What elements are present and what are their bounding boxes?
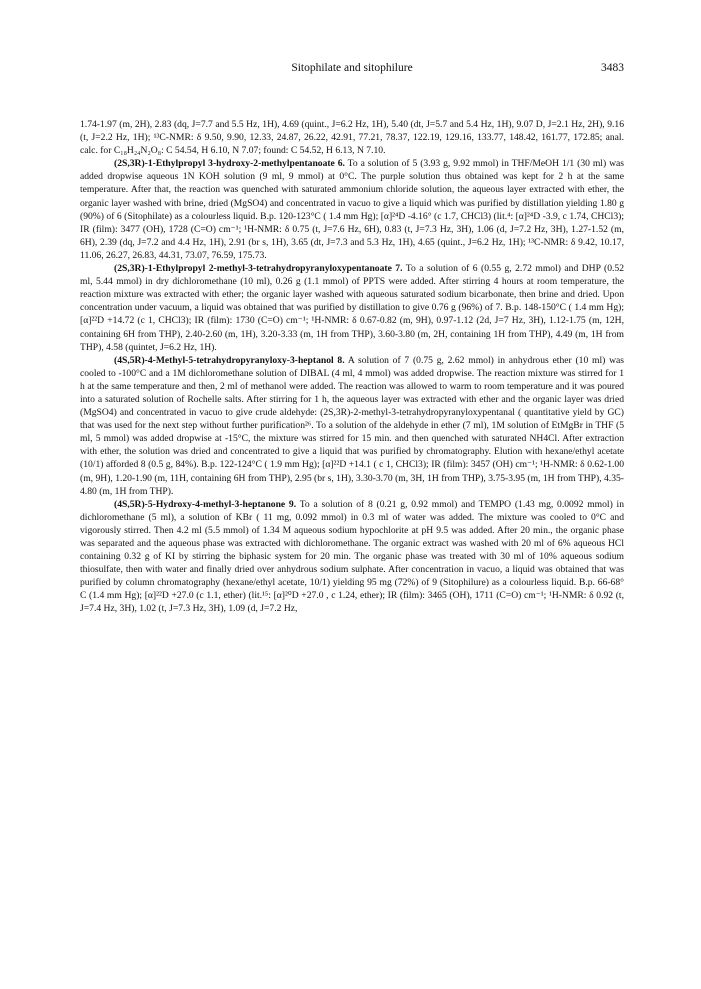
paragraph-text: To a solution of 8 (0.21 g, 0.92 mmol) and TEMPO (1.43 mg, 0.0092 mmol) in dichloromethane (5 ml), a solution of KBr ( 11 mg, 0.092 mmol) in 0.3 ml of water was added. The mixture was cooled to 0°C and vigorously stirred. Then 4.2 ml (5.5 mmol) of 1.34 M aqueous sodium hypochlorite at pH 9.5 was added. After 20 min., the organic phase was separated and the aqueous phase was extracted with dichloromethane. The organic extract was washed with 20 ml of 6% aqueous HCl containing 0.32 g of KI by stirring the biphasic system for 20 min. The organic phase was treated with 30 ml of 10% aqueous sodium thiosulfate, then with water and finally dried over anhydrous sodium sulphate. After concentration in vacuo, a liquid was obtained that was purified by column chromatography (hexane/ethyl acetate, 10/1) yielding 95 mg (72%) of 9 (Sitophilure) as a colourless liquid. B.p. 66-68° C (1.4 mm Hg); [α]²²D +27.0 (c 1.1, ether) (lit.¹⁵: [α]²⁰D +27.0 , c 1.24, ether); IR (film): 3465 (OH), 1711 (C=O) cm⁻¹; ¹H-NMR: δ 0.92 (t, J=7.4 Hz, 3H), 1.02 (t, J=7.3 Hz, 3H), 1.09 (d, J=7.2 Hz, [80,498,625,615]
procedure-compound-8 [80,354,624,498]
compound-heading: (2S,3R)-1-Ethylpropyl 3-hydroxy-2-methylpentanoate 6. [114,158,345,170]
paragraph-continuation [80,118,624,157]
compound-heading: (2S,3R)-1-Ethylpropyl 2-methyl-3-tetrahydropyranyloxypentanoate 7. [114,263,403,275]
compound-heading: (4S,5R)-4-Methyl-5-tetrahydropyranyloxy-3-heptanol 8. [114,354,345,366]
paragraph-text: To a solution of 6 (0.55 g, 2.72 mmol) and DHP (0.52 ml, 5.44 mmol) in dry dichloromethane (10 ml), 0.26 g (1.1 mmol) of PPTS were added. After stirring 4 hours at room temperature, the reaction mixture was extracted with ether; the organic layer washed with aqueous saturated sodium bicarbonate, then brine and dried. Upon concentration under vacuum, a liquid was obtained that was purified by distillation to give 0.76 g (96%) of 7. B.p. 148-150°C ( 1.4 mm Hg); [α]²²D +14.72 (c 1, CHCl3); IR (film): 1730 (C=O) cm⁻¹; ¹H-NMR: δ 0.67-0.82 (m, 9H), 0.97-1.12 (2d, J=7 Hz, 3H), 1.12-1.75 (m, 12H, containing 6H from THP), 2.40-2.60 (m, 1H), 3.20-3.33 (m, 1H from THP), 3.60-3.80 (m, 2H, containing 1H from THP), 4.49 (m, 1H from THP), 4.58 (quintet, J=6.2 Hz, 1H). [80,263,625,353]
procedure-compound-9 [80,498,624,616]
running-header [80,62,624,78]
paragraph-text: A solution of 7 (0.75 g, 2.62 mmol) in anhydrous ether (10 ml) was cooled to -100°C and a 1M dichloromethane solution of DIBAL (4 ml, 4 mmol) was added dropwise. The reaction mixture was stirred for 1 h at the same temperature and then, 2 ml of methanol were added. The reaction was allowed to warm to room temperature and it was poured into a saturated solution of Rochelle salts. After stirring for 1 h, the aqueous layer was extracted with ether and the organic layer was dried (MgSO4) and concentrated in vacuo to give crude aldehyde: (2S,3R)-2-methyl-3-tetrahydropyranyloxypentanal ( quantitative yield by GC) that was used for the next step without further purification²⁶. To a solution of the aldehyde in ether (7 ml), 1M solution of EtMgBr in THF (5 ml, 5 mmol) was added dropwise at -15°C, the mixture was stirred for 15 min. and then quenched with saturated NH4Cl. After extraction with ether, the solution was dried and concentrated to give a liquid that was purified by chromatography. Elution with hexane/ethyl acetate (10/1) afforded 8 (0.5 g, 84%). B.p. 122-124°C ( 1.9 mm Hg); [α]²²D +14.1 ( c 1, CHCl3); IR (film): 3457 (OH) cm⁻¹; ¹H-NMR: δ 0.62-1.00 (m, 9H), 1.20-1.90 (m, 11H, containing 6H from THP), 2.95 (br s, 1H), 3.30-3.70 (m, 3H, 1H from THP), 3.75-3.95 (m, 1H from THP), 4.35-4.80 (m, 1H from THP). [80,354,624,497]
paragraph-text: 1.74-1.97 (m, 2H), 2.83 (dq, J=7.7 and 5.5 Hz, 1H), 4.69 (quint., J=6.2 Hz, 1H), 5.40 (dt, J=5.7 and 5.4 Hz, 1H), 9.07 D, J=2.1 Hz, 2H), 9.16 (t, J=2.2 Hz, 1H); ¹³C-NMR: δ 9.50, 9.90, 12.33, 24.87, 26.22, 42.91, 77.21, 78.37, 122.19, 129.16, 133.77, 148.42, 161.77, 172.85; anal. calc. for C₁₈H₂₄N₂O₈: C 54.54, H 6.10, N 7.07; found: C 54.52, H 6.13, N 7.10. [80,119,624,157]
article-body [80,118,624,616]
compound-heading: (4S,5R)-5-Hydroxy-4-methyl-3-heptanone 9. [114,498,297,510]
page-number: 3483 [601,62,624,74]
paragraph-text: To a solution of 5 (3.93 g, 9.92 mmol) in THF/MeOH 1/1 (30 ml) was added dropwise aqueous 1N KOH solution (9 ml, 9 mmol) at 0°C. The purple solution thus obtained was kept for 2 h at the same temperature. After that, the reaction was quenched with saturated ammonium chloride solution, the aqueous layer extracted with ether, the organic layer washed with brine, dried (MgSO4) and concentrated in vacuo to give a liquid which was purified by distillation yielding 1.80 g (90%) of 6 (Sitophilate) as a colourless liquid. B.p. 120-123°C ( 1.4 mm Hg); [α]²⁴D -4.16° (c 1.7, CHCl3) (lit.⁴: [α]²⁴D -3.9, c 1.74, CHCl3); IR (film): 3477 (OH), 1728 (C=O) cm⁻¹; ¹H-NMR: δ 0.75 (t, J=7.6 Hz, 6H), 0.83 (t, J=7.3 Hz, 3H), 1.06 (d, J=7.2 Hz, 3H), 1.27-1.52 (m, 6H), 2.39 (dq, J=7.2 and 4.4 Hz, 1H), 2.91 (br s, 1H), 3.65 (dt, J=7.3 and 5.3 Hz, 1H), 4.65 (quint., J=6.2 Hz, 1H); ¹³C-NMR: δ 9.42, 10.17, 11.06, 26.27, 26.83, 44.31, 73.07, 76.59, 175.73. [80,158,624,261]
procedure-compound-7 [80,262,624,354]
running-title: Sitophilate and sitophilure [291,62,413,74]
procedure-compound-6 [80,157,624,262]
